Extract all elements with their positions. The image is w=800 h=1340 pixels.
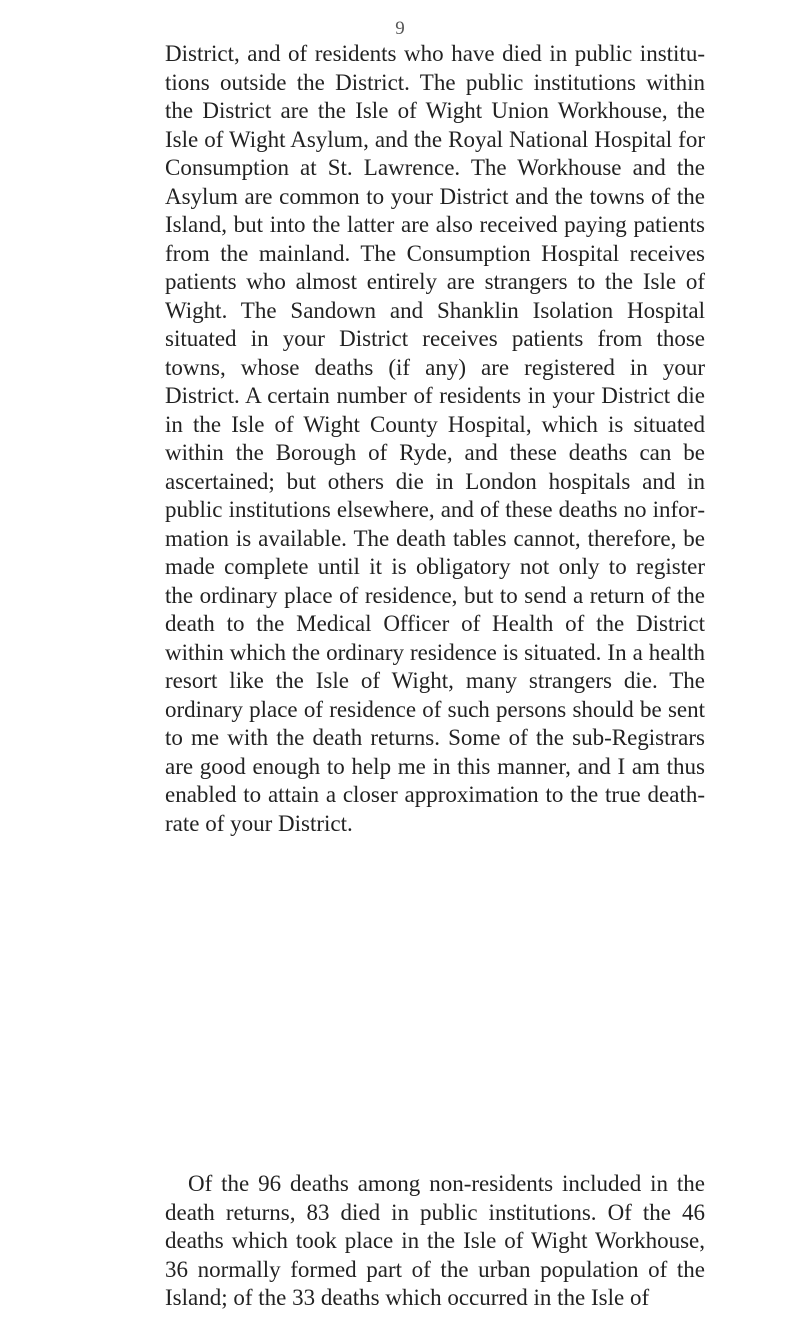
page-number: 9 xyxy=(395,18,405,39)
body-paragraph: District, and of residents who have died in public institutions outside the District. The public institutions within the District are the Isle of Wight Union Workhouse, the Isle of Wight Asylum, and the Royal National Hospital for Consumption at St. Lawrence. The Workhouse and the Asylum are common to your District and the towns of the Island, but into the latter are also received paying patients from the mainland. The Consumption Hospital receives patients who almost entirely are strangers to the Isle of Wight. The Sandown and Shanklin Isolation Hospital situated in your District receives patients from those towns, whose deaths (if any) are registered in your District. A certain number of residents in your District die in the Isle of Wight County Hospital, which is situated within the Borough of Ryde, and these deaths can be ascertained; but others die in London hospitals and in public institutions elsewhere, and of these deaths no information is available. The death tables cannot, therefore, be made complete until it is obligatory not only to register the ordinary place of residence, but to send a return of the death to the Medical Officer of Health of the District within which the ordinary residence is situated. In a health resort like the Isle of Wight, many strangers die. The ordinary place of residence of such persons should be sent to me with the death returns. Some of the sub-Registrars are good enough to help me in this manner, and I am thus enabled to attain a closer approximation to the true death-rate of your District. xyxy=(165,41,705,836)
body-paragraph: Of the 96 deaths among non-residents included in the death returns, 83 died in public institutions. Of the 46 deaths which took place in the Isle of Wight Workhouse, 36 normally formed part of the urban population of the Island; of the 33 deaths which occurred in the Isle of xyxy=(165,1171,705,1310)
